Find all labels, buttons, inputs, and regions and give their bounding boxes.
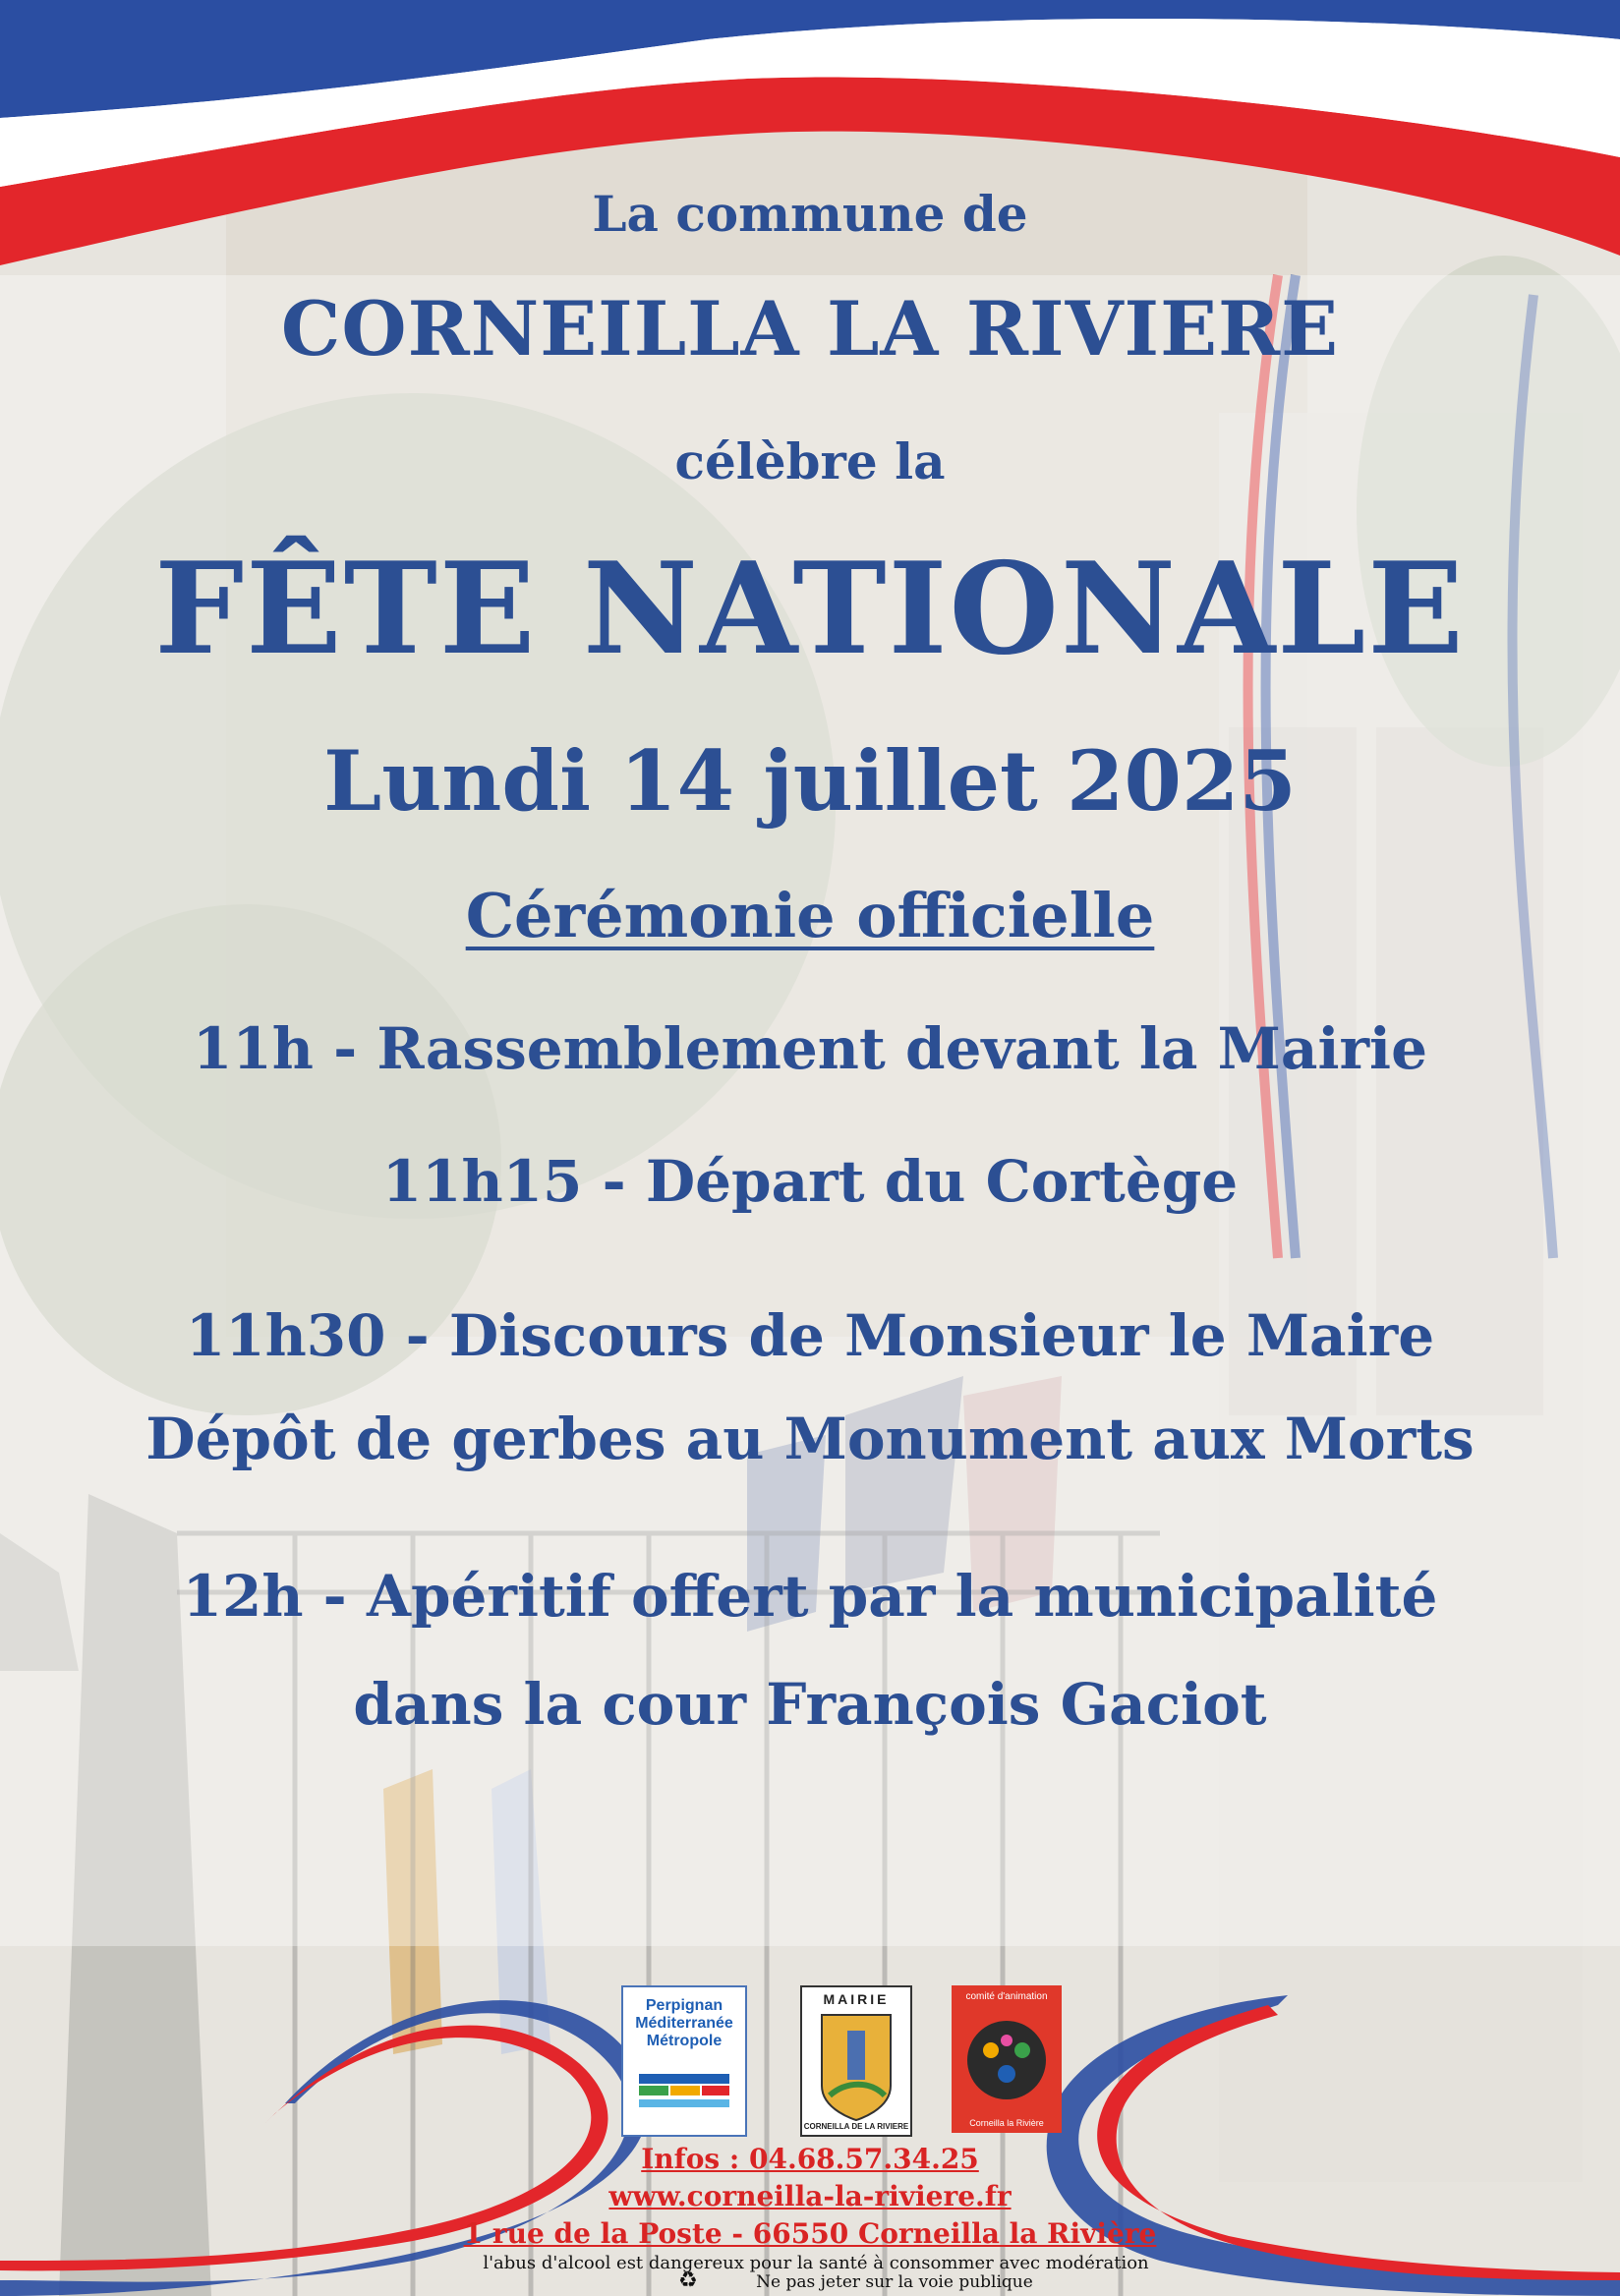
alcohol-warning: l'abus d'alcool est dangereux pour la santé à consommer avec modération [483,2253,1149,2273]
comite-logo-top: comité d'animation [965,1991,1048,2002]
intro-text: La commune de [592,185,1028,243]
comite-logo-bottom: Corneilla la Rivière [969,2118,1044,2128]
comite-animation-logo [952,1985,1062,2133]
mairie-logo [800,1985,912,2137]
mairie-crest-icon [802,1987,910,2135]
no-littering-icon: ♻ [678,2268,698,2293]
website-link[interactable]: www.corneilla-la-riviere.fr [608,2180,1012,2212]
celebrate-text: célèbre la [674,432,946,490]
info-phone: Infos : 04.68.57.34.25 [641,2143,979,2175]
event-date: Lundi 14 juillet 2025 [323,732,1297,830]
mairie-logo-top: MAIRIE [823,1991,890,2007]
logo-text: Méditerranée [635,2015,733,2032]
program-item: Dépôt de gerbes au Monument aux Morts [145,1406,1475,1472]
program-item: dans la cour François Gaciot [353,1671,1267,1738]
program-item: 11h15 - Départ du Cortège [381,1148,1239,1215]
mairie-logo-bottom: CORNEILLA DE LA RIVIERE [803,2122,909,2131]
pmm-stripes-icon [623,1987,745,2135]
perpignan-metropole-logo [621,1985,747,2137]
litter-notice: Ne pas jeter sur la voie publique [756,2272,1033,2292]
comite-emblem-icon [952,1985,1062,2133]
logo-text: Perpignan [645,1997,723,2014]
program-item: 12h - Apéritif offert par la municipalité [182,1563,1438,1630]
program-item: 11h30 - Discours de Monsieur le Maire [185,1302,1435,1369]
program-item: 11h - Rassemblement devant la Mairie [193,1015,1427,1082]
ceremony-title: Cérémonie officielle [465,880,1155,951]
logo-text: Métropole [646,2033,723,2049]
address: 1 rue de la Poste - 66550 Corneilla la Rivière [463,2217,1157,2250]
commune-name: CORNEILLA LA RIVIERE [280,285,1340,373]
event-title: FÊTE NATIONALE [154,536,1466,683]
